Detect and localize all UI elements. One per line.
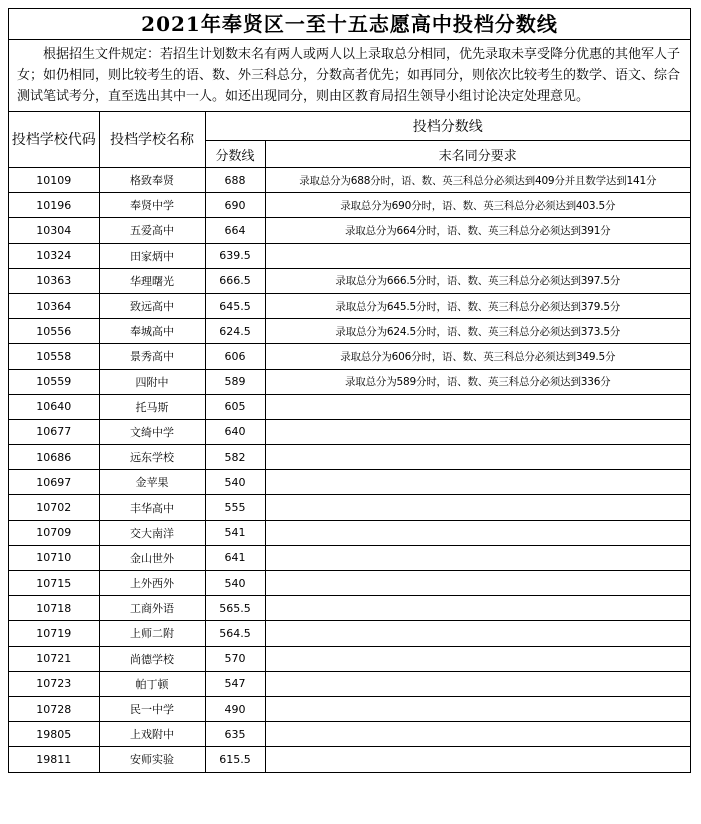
cell-school-name: 上外西外 <box>99 571 205 596</box>
cell-tie-rule <box>265 495 690 520</box>
cell-score: 666.5 <box>205 268 265 293</box>
cell-school-code: 10686 <box>9 445 99 470</box>
cell-score: 645.5 <box>205 293 265 318</box>
cell-tie-rule <box>265 722 690 747</box>
cell-score: 541 <box>205 520 265 545</box>
cell-score: 606 <box>205 344 265 369</box>
cell-score: 555 <box>205 495 265 520</box>
cell-school-code: 10710 <box>9 545 99 570</box>
cell-school-code: 10719 <box>9 621 99 646</box>
table-row <box>9 369 690 394</box>
cell-school-code: 10702 <box>9 495 99 520</box>
table-body <box>9 168 690 772</box>
cell-score: 589 <box>205 369 265 394</box>
table-row <box>9 646 690 671</box>
cell-school-name: 金山世外 <box>99 545 205 570</box>
table-row <box>9 394 690 419</box>
cell-school-code: 10196 <box>9 193 99 218</box>
cell-school-name: 安师实验 <box>99 747 205 772</box>
table-row <box>9 193 690 218</box>
cell-score: 564.5 <box>205 621 265 646</box>
cell-school-name: 格致奉贤 <box>99 168 205 193</box>
cell-school-code: 19805 <box>9 722 99 747</box>
cell-school-code: 10558 <box>9 344 99 369</box>
cell-tie-rule: 录取总分为666.5分时，语、数、英三科总分必须达到397.5分 <box>265 268 690 293</box>
table-row <box>9 419 690 444</box>
cell-school-name: 金苹果 <box>99 470 205 495</box>
cell-school-name: 奉城高中 <box>99 319 205 344</box>
table-row <box>9 747 690 772</box>
cell-school-code: 10728 <box>9 696 99 721</box>
cell-tie-rule <box>265 470 690 495</box>
cell-tie-rule <box>265 696 690 721</box>
cell-school-code: 10677 <box>9 419 99 444</box>
table-row <box>9 470 690 495</box>
header-tie-rule: 末名同分要求 <box>265 141 690 168</box>
table-row <box>9 722 690 747</box>
cell-school-name: 五爱高中 <box>99 218 205 243</box>
cell-score: 605 <box>205 394 265 419</box>
cell-school-name: 丰华高中 <box>99 495 205 520</box>
cell-score: 540 <box>205 470 265 495</box>
cell-score: 490 <box>205 696 265 721</box>
cell-tie-rule <box>265 545 690 570</box>
header-school-name: 投档学校名称 <box>99 112 205 168</box>
table-row <box>9 520 690 545</box>
cell-school-name: 交大南洋 <box>99 520 205 545</box>
cell-school-name: 尚德学校 <box>99 646 205 671</box>
cell-tie-rule: 录取总分为624.5分时，语、数、英三科总分必须达到373.5分 <box>265 319 690 344</box>
table-row <box>9 218 690 243</box>
cell-tie-rule: 录取总分为589分时，语、数、英三科总分必须达到336分 <box>265 369 690 394</box>
table-row <box>9 696 690 721</box>
cell-tie-rule <box>265 419 690 444</box>
cell-score: 639.5 <box>205 243 265 268</box>
table-row <box>9 319 690 344</box>
cell-school-name: 托马斯 <box>99 394 205 419</box>
cell-tie-rule <box>265 571 690 596</box>
cell-school-name: 帕丁顿 <box>99 671 205 696</box>
cell-tie-rule <box>265 747 690 772</box>
cell-score: 635 <box>205 722 265 747</box>
document-sheet <box>8 8 691 773</box>
table-row <box>9 243 690 268</box>
table-row <box>9 596 690 621</box>
cell-tie-rule <box>265 646 690 671</box>
cell-school-name: 工商外语 <box>99 596 205 621</box>
cell-school-code: 10324 <box>9 243 99 268</box>
cell-tie-rule <box>265 596 690 621</box>
cell-school-name: 奉贤中学 <box>99 193 205 218</box>
cell-school-name: 四附中 <box>99 369 205 394</box>
cell-school-code: 10304 <box>9 218 99 243</box>
cutoff-table <box>9 112 690 772</box>
cell-score: 688 <box>205 168 265 193</box>
cell-tie-rule <box>265 243 690 268</box>
cell-school-code: 10718 <box>9 596 99 621</box>
cell-school-code: 10556 <box>9 319 99 344</box>
cell-score: 570 <box>205 646 265 671</box>
cell-tie-rule: 录取总分为606分时，语、数、英三科总分必须达到349.5分 <box>265 344 690 369</box>
cell-score: 664 <box>205 218 265 243</box>
table-row <box>9 293 690 318</box>
cell-tie-rule <box>265 394 690 419</box>
cell-tie-rule: 录取总分为645.5分时，语、数、英三科总分必须达到379.5分 <box>265 293 690 318</box>
header-score: 分数线 <box>205 141 265 168</box>
cell-score: 624.5 <box>205 319 265 344</box>
cell-school-code: 10697 <box>9 470 99 495</box>
cell-school-code: 10109 <box>9 168 99 193</box>
cell-tie-rule: 录取总分为664分时，语、数、英三科总分必须达到391分 <box>265 218 690 243</box>
cell-score: 540 <box>205 571 265 596</box>
cell-school-code: 10640 <box>9 394 99 419</box>
table-row <box>9 621 690 646</box>
intro-paragraph: 根据招生文件规定：若招生计划数末名有两人或两人以上录取总分相同，优先录取未享受降分优惠的其他军人子女；如仍相同，则比较考生的语、数、外三科总分，分数高者优先；如再同分，则依次比较考生的数学、语文、综合测试笔试考分，直至选出其中一人。如还出现同分，则由区教育局招生领导小组讨论决定处理意见。 <box>9 40 690 112</box>
cell-school-code: 19811 <box>9 747 99 772</box>
table-row <box>9 571 690 596</box>
header-school-code: 投档学校代码 <box>9 112 99 168</box>
cell-score: 547 <box>205 671 265 696</box>
cell-school-name: 上戏附中 <box>99 722 205 747</box>
cell-score: 615.5 <box>205 747 265 772</box>
cell-school-code: 10363 <box>9 268 99 293</box>
cell-school-code: 10715 <box>9 571 99 596</box>
table-row <box>9 344 690 369</box>
page-title: 2021年奉贤区一至十五志愿高中投档分数线 <box>9 9 690 40</box>
cell-school-name: 远东学校 <box>99 445 205 470</box>
cell-school-name: 上师二附 <box>99 621 205 646</box>
header-cutoff-group: 投档分数线 <box>205 112 690 141</box>
cell-tie-rule <box>265 520 690 545</box>
cell-tie-rule <box>265 445 690 470</box>
cell-school-code: 10364 <box>9 293 99 318</box>
table-row <box>9 445 690 470</box>
cell-school-code: 10709 <box>9 520 99 545</box>
cell-school-name: 景秀高中 <box>99 344 205 369</box>
cell-score: 565.5 <box>205 596 265 621</box>
cell-score: 690 <box>205 193 265 218</box>
cell-score: 641 <box>205 545 265 570</box>
table-row <box>9 495 690 520</box>
cell-tie-rule <box>265 671 690 696</box>
cell-tie-rule <box>265 621 690 646</box>
cell-school-name: 田家炳中 <box>99 243 205 268</box>
cell-school-name: 华理曙光 <box>99 268 205 293</box>
cell-tie-rule: 录取总分为690分时，语、数、英三科总分必须达到403.5分 <box>265 193 690 218</box>
cell-tie-rule: 录取总分为688分时，语、数、英三科总分必须达到409分并且数学达到141分 <box>265 168 690 193</box>
table-row <box>9 545 690 570</box>
cell-school-name: 文绮中学 <box>99 419 205 444</box>
cell-school-name: 民一中学 <box>99 696 205 721</box>
cell-school-name: 致远高中 <box>99 293 205 318</box>
table-row <box>9 671 690 696</box>
cell-school-code: 10721 <box>9 646 99 671</box>
table-row <box>9 268 690 293</box>
cell-school-code: 10559 <box>9 369 99 394</box>
cell-school-code: 10723 <box>9 671 99 696</box>
cell-score: 582 <box>205 445 265 470</box>
cell-score: 640 <box>205 419 265 444</box>
table-row <box>9 168 690 193</box>
